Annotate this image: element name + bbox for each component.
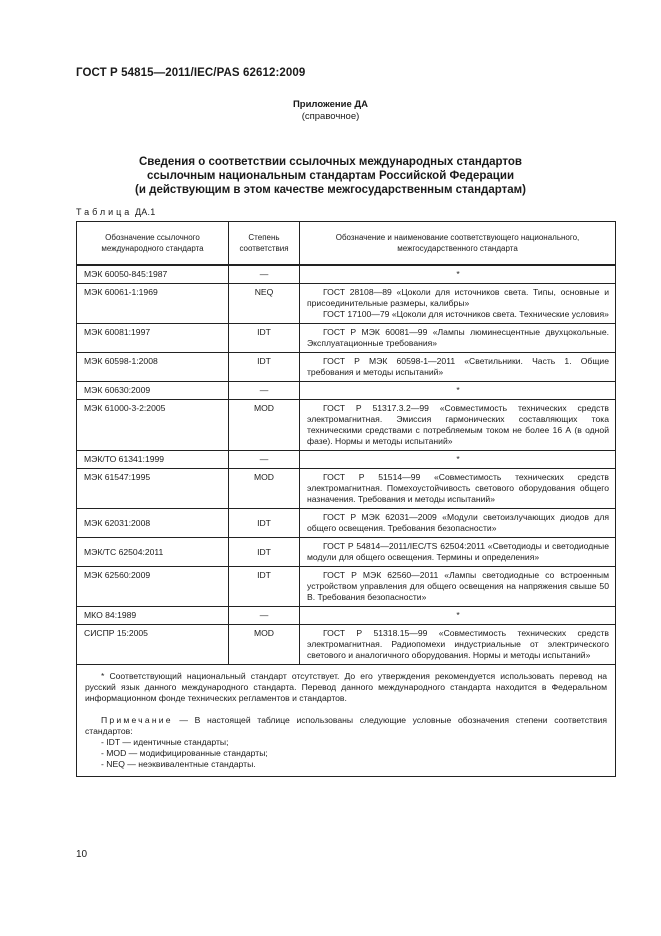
title-line-2: ссылочным национальным стандартам Российской Федерации (146, 170, 515, 182)
table-footer (77, 665, 616, 777)
header-national-standard: Обозначение и наименование соответствующего национального, межгосударственного стандарта (300, 222, 616, 266)
national-standard: ГОСТ Р МЭК 62560—2011 «Лампы светодиодные со встроенным устройством управления для общего освещения на напряжения свыше 50 В. Требования безопасности» (300, 567, 616, 607)
title-line-1: Сведения о соответствии ссылочных международных стандартов (138, 156, 522, 168)
note-list-item: - MOD — модифицированные стандарты; (101, 748, 268, 758)
degree-cell: — (229, 265, 300, 284)
note-list (85, 737, 607, 770)
title-line-3: (и действующим в этом качестве межгосударственным стандартам) (135, 184, 526, 196)
international-code: МЭК 60061-1:1969 (77, 284, 229, 324)
national-standard: ГОСТ Р МЭК 62031—2009 «Модули светоизлучающих диодов для общего освещения. Требования безопасности» (300, 509, 616, 538)
degree-cell: IDT (229, 509, 300, 538)
table-row (77, 265, 616, 284)
international-code: МЭК 60598-1:2008 (77, 353, 229, 382)
national-standard: ГОСТ Р МЭК 60598-1—2011 «Светильники. Часть 1. Общие требования и методы испытаний» (300, 353, 616, 382)
international-code: МЭК 62560:2009 (77, 567, 229, 607)
page-number: 10 (76, 849, 88, 860)
table-row (77, 607, 616, 625)
international-code: СИСПР 15:2005 (77, 625, 229, 665)
table-row (77, 451, 616, 469)
document-header: ГОСТ Р 54815—2011/IEC/PAS 62612:2009 (76, 67, 306, 79)
national-standard: * (300, 265, 616, 284)
international-code: МКО 84:1989 (77, 607, 229, 625)
table-row (77, 324, 616, 353)
note-label: Примечание (101, 715, 173, 725)
degree-cell: MOD (229, 469, 300, 509)
degree-cell: NEQ (229, 284, 300, 324)
national-standard-entry: ГОСТ 17100—79 «Цоколи для источников света. Технические условия» (323, 309, 609, 319)
national-standard: * (300, 607, 616, 625)
degree-cell: IDT (229, 353, 300, 382)
annex-heading (0, 99, 661, 123)
degree-cell: MOD (229, 400, 300, 451)
international-code: МЭК 62031:2008 (77, 509, 229, 538)
header-international-standard: Обозначение ссылочного международного стандарта (77, 222, 229, 266)
note-text: — В настоящей таблице использованы следующие условные обозначения степени соответствия стандартов: (85, 715, 607, 736)
table-label (76, 207, 155, 217)
note-list-item: - IDT — идентичные стандарты; (101, 737, 229, 747)
national-standard: ГОСТ Р МЭК 60081—99 «Лампы люминесцентные двухцокольные. Эксплуатационные требования» (300, 324, 616, 353)
table-row (77, 509, 616, 538)
annex-subtitle: (справочное) (301, 111, 360, 122)
international-code: МЭК/ТС 62504:2011 (77, 538, 229, 567)
table-footer-row (77, 665, 616, 777)
international-code: МЭК/ТО 61341:1999 (77, 451, 229, 469)
degree-cell: IDT (229, 567, 300, 607)
international-code: МЭК 61547:1995 (77, 469, 229, 509)
national-standard-entry: ГОСТ 28108—89 «Цоколи для источников света. Типы, основные и присоединительные размеры, калибры» (307, 287, 609, 308)
national-standard (300, 284, 616, 324)
national-standard: ГОСТ Р 51514—99 «Совместимость технических средств электромагнитная. Помехоустойчивость светового оборудования общего назначения. Требования и методы испытаний» (300, 469, 616, 509)
table-row (77, 538, 616, 567)
footnote: * Соответствующий национальный стандарт отсутствует. До его утверждения рекомендуется использовать перевод на русский язык данного международного стандарта. Перевод данного международного стандарта находится в Федеральном информационном фонде технических регламентов и стандартов. (85, 671, 607, 703)
degree-cell: — (229, 607, 300, 625)
international-code: МЭК 60630:2009 (77, 382, 229, 400)
note-list-item: - NEQ — неэквивалентные стандарты. (101, 759, 256, 769)
table-header-row (77, 222, 616, 266)
table-row (77, 469, 616, 509)
national-standard: ГОСТ Р 54814—2011/IEC/TS 62504:2011 «Светодиоды и светодиодные модули для общего освещения. Термины и определения» (300, 538, 616, 567)
document-title (0, 155, 661, 197)
table-row (77, 382, 616, 400)
degree-cell: IDT (229, 324, 300, 353)
international-code: МЭК 60081:1997 (77, 324, 229, 353)
degree-cell: MOD (229, 625, 300, 665)
table-row (77, 284, 616, 324)
table-row (77, 625, 616, 665)
national-standard: ГОСТ Р 51317.3.2—99 «Совместимость технических средств электромагнитная. Эмиссия гармонических составляющих тока техническими средствами с потребляемым током не более 16 А (в одной фазе). Нормы и методы испытаний» (300, 400, 616, 451)
table-label-word: Таблица (76, 207, 133, 217)
standards-table (76, 221, 616, 777)
national-standard: ГОСТ Р 51318.15—99 «Совместимость технических средств электромагнитная. Радиопомехи индустриальные от электрического светового и аналогичного оборудования. Нормы и методы испытаний» (300, 625, 616, 665)
note-paragraph (85, 715, 607, 737)
table-row (77, 353, 616, 382)
table-row (77, 567, 616, 607)
table-row (77, 400, 616, 451)
international-code: МЭК 60050-845:1987 (77, 265, 229, 284)
international-code: МЭК 61000-3-2:2005 (77, 400, 229, 451)
table-label-number: ДА.1 (135, 207, 156, 217)
degree-cell: — (229, 382, 300, 400)
national-standard: * (300, 451, 616, 469)
degree-cell: IDT (229, 538, 300, 567)
annex-title: Приложение ДА (292, 99, 369, 110)
header-degree: Степень соответствия (229, 222, 300, 266)
national-standard: * (300, 382, 616, 400)
degree-cell: — (229, 451, 300, 469)
